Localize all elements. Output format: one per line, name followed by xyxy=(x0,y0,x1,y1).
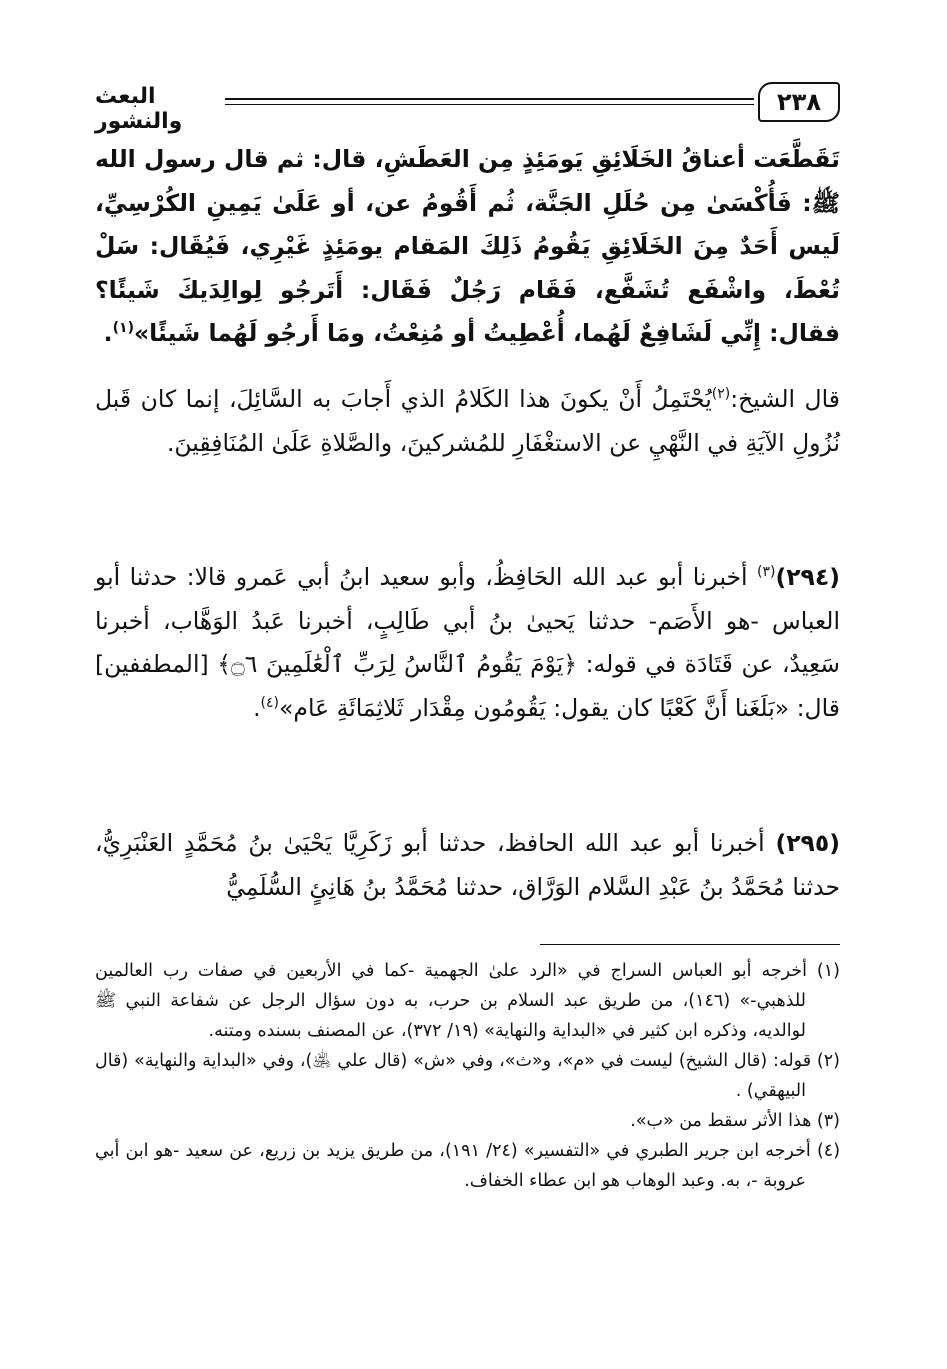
footnote-divider xyxy=(540,944,840,945)
page-number: ٢٣٨ xyxy=(777,88,821,116)
paragraph-2 xyxy=(95,378,840,465)
paragraph-4 xyxy=(95,822,840,909)
footnote-3: (٣) هذا الأثر سقط من «ب». xyxy=(630,1111,840,1131)
footnote-4: (٤) أخرجه ابن جرير الطبري في «التفسير» (٢٤/ ١٩١)، من طريق يزيد بن زريع، عن سعيد -هو ابن أبي عروبة -، به. وعبد الوهاب هو ابن عطاء الخفاف. xyxy=(95,1141,841,1191)
paragraph-3-text: أخبرنا أبو عبد الله الحَافِظُ، وأبو سعيد ابنُ أبي عَمرو قالا: حدثنا أبو العباس -هو الأَصَم- حدثنا يَحيىٰ بنُ أبي طَالِبٍ، أخبرنا عَبدُ الوَهَّاب، أخبرنا سَعِيدٌ، عن قَتَادَة في قوله: ﴿يَوْمَ يَقُومُ ٱلنَّاسُ لِرَبِّ ٱلْعَٰلَمِينَ ۝٦﴾ [المطففين] قال: «بَلَغَنا أَنَّ كَعْبًا كان يقول: يَقُومُون مِقْدَار ثَلاثِمَائَةِ عَام» xyxy=(95,563,840,722)
footnote-ref-3: (٣) xyxy=(757,564,776,581)
hadith-number-295: (٢٩٥) xyxy=(775,829,840,857)
paragraph-1-text: تَقَطَّعَت أعناقُ الخَلَائِقِ يَومَئِذٍ مِن العَطَشِ، قال: ثم قال رسول الله ﷺ: فَأُكْسَىٰ مِن حُلَلِ الجَنَّة، ثُم أَقُومُ عن، أو عَلَىٰ يَمِينِ الكُرْسِيِّ، لَيس أَحَدٌ مِنَ الخَلَائِقِ يَقُومُ ذَلِكَ المَقام يومَئِذٍ غَيْرِي، فَيُقَال: سَلْ تُعْطَ، واشْفَع تُشَفَّع، فَقَام رَجُلٌ فَقَال: أَتَرجُو لِوالِدَيكَ شَيئًا؟ فقال: إِنِّي لَشَافِعٌ لَهُما، أُعْطِيتُ أو مُنِعْتُ، ومَا أَرجُو لَهُما شَيئًا» xyxy=(95,145,840,347)
footnote-1: (١) أخرجه أبو العباس السراج في «الرد علىٰ الجهمية -كما في الأربعين في صفات رب العالمين للذهبي-» (١٤٦)، من طريق عبد السلام بن حرب، به دون سؤال الرجل عن شفاعة النبي ﷺ لوالديه، وذكره ابن كثير في «البداية والنهاية» (١٩/ ٣٧٢)، عن المصنف بسنده ومتنه. xyxy=(95,961,840,1041)
hadith-number-294: (٢٩٤) xyxy=(775,563,840,591)
paragraph-3: (٢٩٤)$^{(٣)}$ أخبرنا أبو عبد الله الحَافِظُ، وأبو سعيد ابنُ أبي عَمرو قالا: حدثنا أبو العباس -هو الأَصَم- حدثنا يَحيىٰ بنُ أبي طَالِبٍ، أخبرنا عَبدُ الوَهَّاب، أخبرنا سَعِيدٌ، عن قَتَادَة في قوله: ﴿يَوْمَ يَقُومُ ٱلنَّاسُ لِرَبِّ ٱلْعَٰلَمِينَ ۝٦﴾ [المطففين] قال: «بَلَغَنا أَنَّ كَعْبًا كان يقول: يَقُومُون مِقْدَار ثَلاثِمَائَةِ عَام»$^{(٤)}$. xyxy=(95,563,840,722)
paragraph-2-text: يُحْتَمِلُ أَنْ يكونَ هذا الكَلامُ الذي أَجابَ به السَّائِلَ، إنما كان قَبل نُزُولِ الآيَةِ في النَّهْيِ عن الاستغْفَارِ للمُشركينَ، والصَّلاةِ عَلَىٰ المُنَافِقِينَ. xyxy=(95,385,840,457)
header-rule xyxy=(225,98,754,105)
paragraph-1: تَقَطَّعَت أعناقُ الخَلَائِقِ يَومَئِذٍ مِن العَطَشِ، قال: ثم قال رسول الله ﷺ: فَأُكْسَىٰ مِن حُلَلِ الجَنَّة، ثُم أَقُومُ عن، أو عَلَىٰ يَمِينِ الكُرْسِيِّ، لَيس أَحَدٌ مِنَ الخَلَائِقِ يَقُومُ ذَلِكَ المَقام يومَئِذٍ غَيْرِي، فَيُقَال: سَلْ تُعْطَ، واشْفَع تُشَفَّع، فَقَام رَجُلٌ فَقَال: أَتَرجُو لِوالِدَيكَ شَيئًا؟ فقال: إِنِّي لَشَافِعٌ لَهُما، أُعْطِيتُ أو مُنِعْتُ، ومَا أَرجُو لَهُما شَيئًا»$^{(١)}$. xyxy=(95,145,840,347)
footnotes xyxy=(95,956,840,1196)
paragraph-4-text: أخبرنا أبو عبد الله الحافظ، حدثنا أبو زَكَرِيَّا يَحْيَىٰ بنُ مُحَمَّدٍ العَنْبَرِيُّ، حدثنا مُحَمَّدُ بنُ عَبْدِ السَّلام الوَرَّاق، حدثنا مُحَمَّدُ بنُ هَانِئٍ السُّلَمِيُّ xyxy=(95,829,840,901)
footnote-ref-1: (١) xyxy=(112,320,134,337)
footnote-ref-4: (٤) xyxy=(260,694,280,711)
page-header xyxy=(95,82,840,134)
shaykh-lead: قال الشيخ: xyxy=(730,385,840,413)
footnote-ref-2: (٢) xyxy=(711,386,731,403)
running-title: البعث والنشور xyxy=(95,84,183,134)
footnote-2: (٢) قوله: (قال الشيخ) ليست في «م»، و«ث»، وفي «ش» (قال علي ﵁)، وفي «البداية والنهاية» (قال البيهقي) . xyxy=(95,1051,840,1101)
page-number-badge xyxy=(758,82,840,122)
